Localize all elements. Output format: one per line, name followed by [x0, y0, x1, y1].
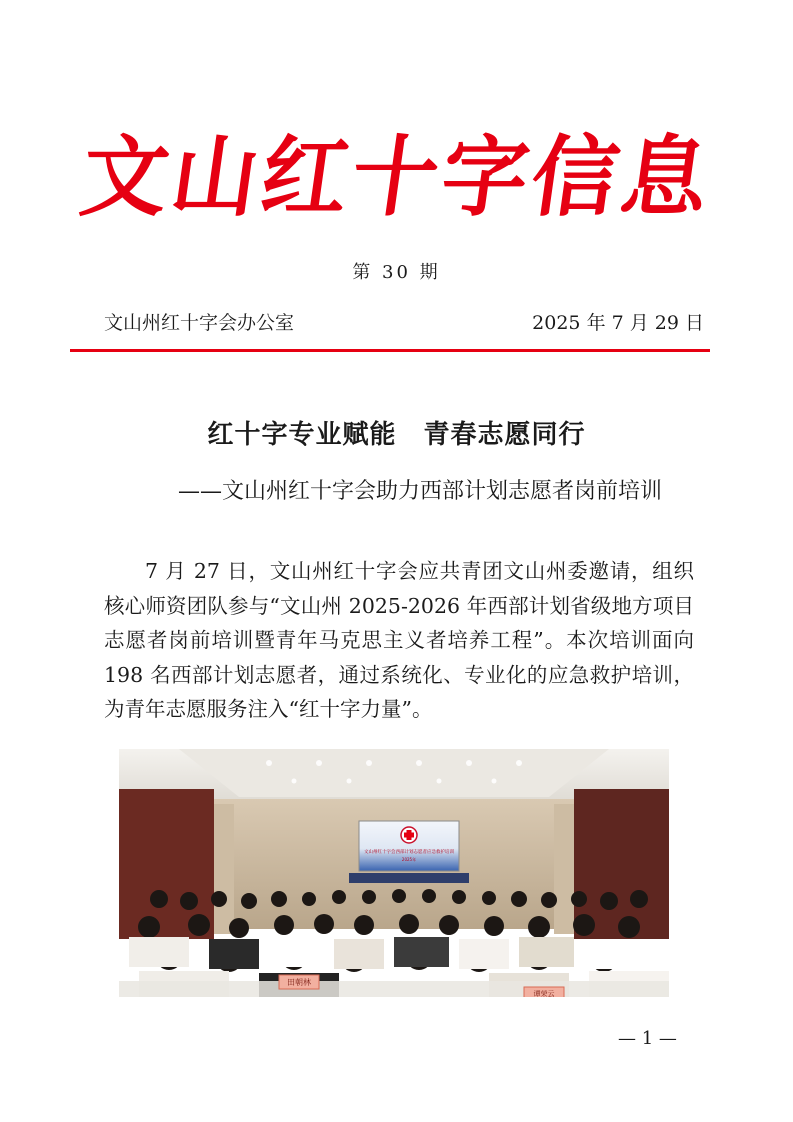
screen-caption: 文山州红十字会西部计划志愿者应急救护培训: [364, 850, 454, 855]
training-photo: [119, 749, 669, 997]
article-paragraph: 7 月 27 日，文山州红十字会应共青团文山州委邀请，组织核心师资团队参与“文山州 2025-2026 年西部计划省级地方项目志愿者岗前培训暨青年马克思主义者培养工程”。本次培训面向 198 名西部计划志愿者，通过系统化、专业化的应急救护培训，为青年志愿服务注入“红十字力量”。: [104, 559, 694, 721]
issue-number: 第 30 期: [352, 262, 441, 283]
meta-row: [104, 308, 704, 336]
article-title: 红十字专业赋能 青春志愿同行: [207, 420, 586, 450]
red-divider: [70, 349, 710, 352]
nameplate-left: 田朝林: [287, 978, 311, 987]
training-hall-illustration: [119, 749, 669, 997]
article-subtitle: ——文山州红十字会助力西部计划志愿者岗前培训: [178, 479, 663, 504]
masthead-title: 文山红十字信息: [74, 125, 719, 229]
nameplate-right: 谭荣云: [533, 990, 555, 997]
page-number: — 1 —: [618, 1028, 677, 1049]
issue-date: 2025 年 7 月 29 日: [532, 312, 704, 334]
masthead: [0, 118, 793, 238]
screen-year: 2025年: [401, 857, 417, 862]
article-body: [104, 554, 694, 727]
issuing-office: 文山州红十字会办公室: [104, 312, 295, 334]
